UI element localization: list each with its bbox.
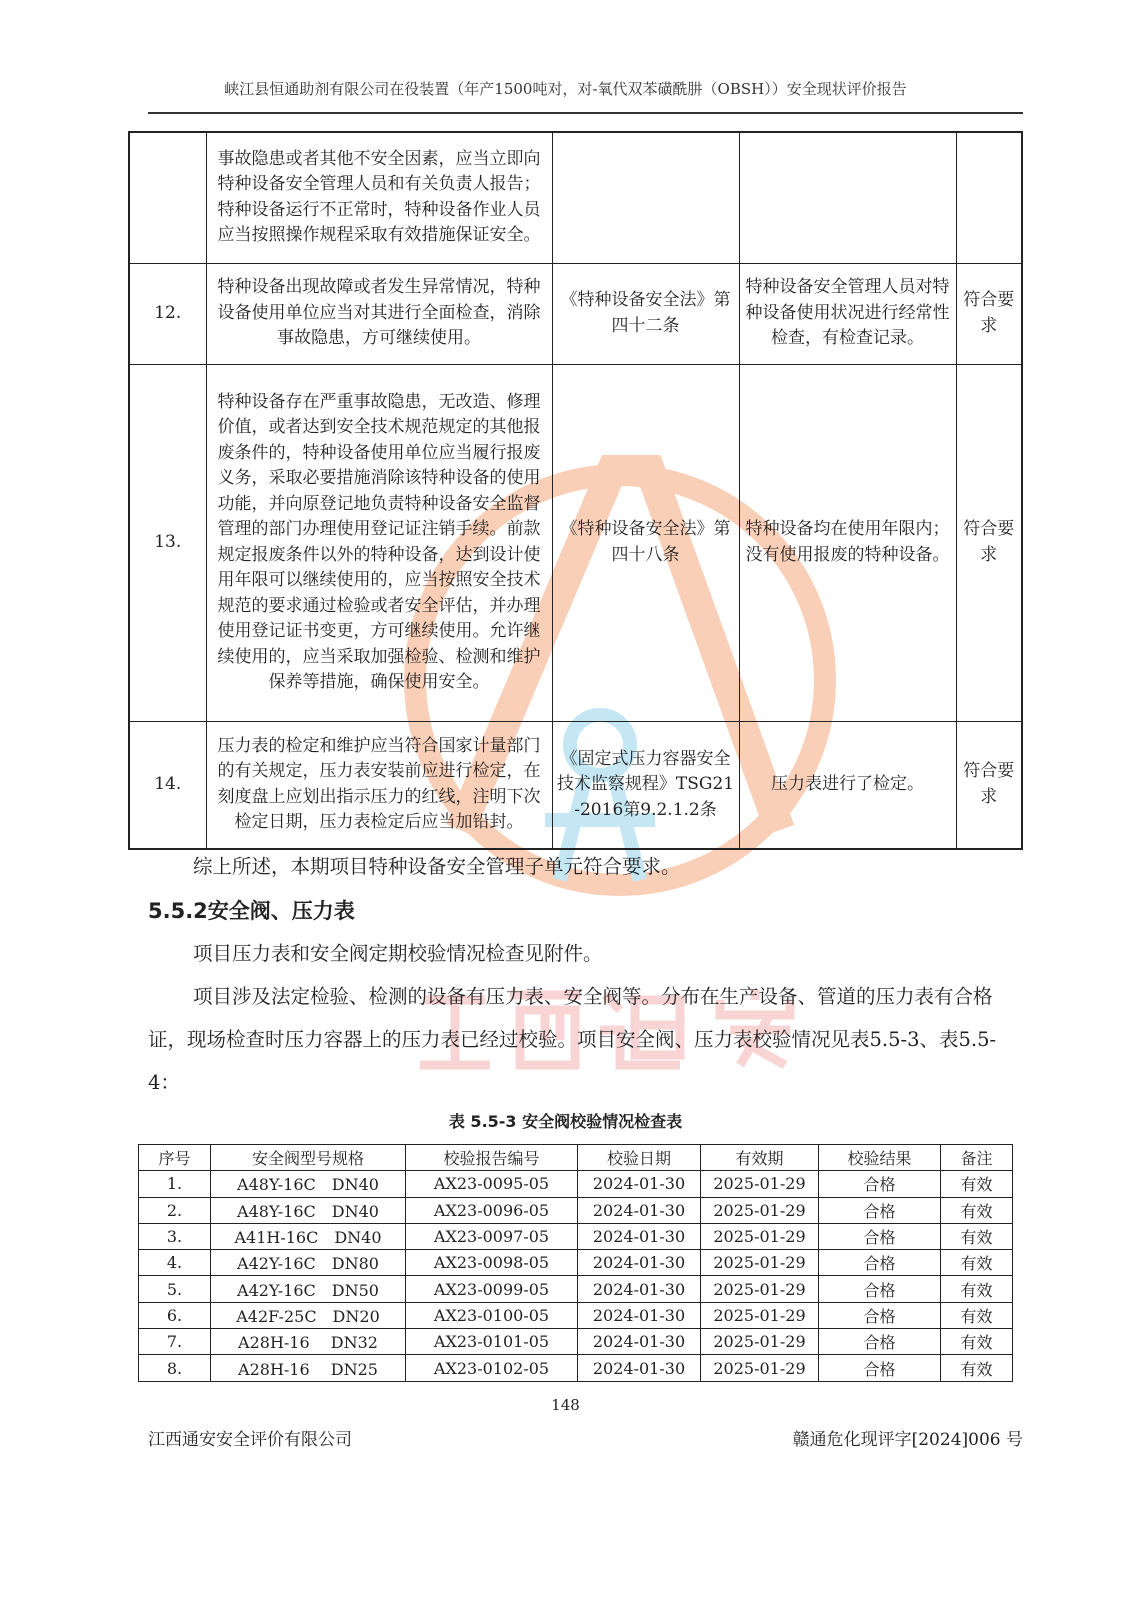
table-cell: A28H-16 DN32 — [211, 1329, 406, 1355]
table-cell: 5. — [139, 1276, 211, 1302]
table-cell: AX23-0102-05 — [406, 1355, 578, 1381]
table-row — [139, 1171, 1013, 1197]
table-cell: 2024-01-30 — [578, 1250, 701, 1276]
table-cell: 2025-01-29 — [701, 1302, 819, 1328]
table-row — [139, 1197, 1013, 1223]
table-cell: 有效 — [941, 1223, 1013, 1249]
cell-result — [956, 132, 1022, 263]
cell-basis: 《固定式压力容器安全技术监察规程》TSG21-2016第9.2.1.2条 — [552, 721, 739, 849]
cell-actual: 压力表进行了检定。 — [739, 721, 956, 849]
table-cell: A28H-16 DN25 — [211, 1355, 406, 1381]
table-cell: A48Y-16C DN40 — [211, 1197, 406, 1223]
table-row — [139, 1223, 1013, 1249]
table-cell: 合格 — [819, 1329, 941, 1355]
table-cell: 合格 — [819, 1250, 941, 1276]
table-cell: AX23-0101-05 — [406, 1329, 578, 1355]
table-cell: A42F-25C DN20 — [211, 1302, 406, 1328]
table-header-row — [139, 1145, 1013, 1171]
table-cell: 合格 — [819, 1223, 941, 1249]
table-cell: 8. — [139, 1355, 211, 1381]
table-cell: 2025-01-29 — [701, 1329, 819, 1355]
cell-content: 压力表的检定和维护应当符合国家计量部门的有关规定，压力表安装前应进行检定，在刻度盘上应划出指示压力的红线，注明下次检定日期，压力表检定后应当加铅封。 — [206, 721, 552, 849]
table-cell: 7. — [139, 1329, 211, 1355]
table-cell: 4. — [139, 1250, 211, 1276]
table-cell: 合格 — [819, 1197, 941, 1223]
column-header: 备注 — [941, 1145, 1013, 1171]
cell-actual — [739, 132, 956, 263]
table-cell: 2024-01-30 — [578, 1276, 701, 1302]
cell-no: 12. — [129, 263, 206, 364]
table-cell: 有效 — [941, 1197, 1013, 1223]
table-cell: 合格 — [819, 1276, 941, 1302]
footer-doc-number: 赣通危化现评字[2024]006 号 — [792, 1429, 1023, 1450]
table-cell: 2024-01-30 — [578, 1355, 701, 1381]
table-cell: 有效 — [941, 1171, 1013, 1197]
cell-actual: 特种设备安全管理人员对特种设备使用状况进行经常性检查，有检查记录。 — [739, 263, 956, 364]
table-row — [129, 263, 1022, 364]
table-cell: AX23-0095-05 — [406, 1171, 578, 1197]
cell-actual: 特种设备均在使用年限内；没有使用报废的特种设备。 — [739, 364, 956, 721]
table-cell: 合格 — [819, 1302, 941, 1328]
table-row — [139, 1276, 1013, 1302]
page-footer — [148, 1428, 1023, 1452]
table-cell: A42Y-16C DN80 — [211, 1250, 406, 1276]
table-cell: A41H-16C DN40 — [211, 1223, 406, 1249]
running-header: 峡江县恒通助剂有限公司在役装置（年产1500吨对，对-氧代双苯磺酰肼（OBSH））安全现状评价报告 — [224, 80, 907, 98]
table-cell: 合格 — [819, 1355, 941, 1381]
cell-content: 特种设备出现故障或者发生异常情况，特种设备使用单位应当对其进行全面检查，消除事故隐患，方可继续使用。 — [206, 263, 552, 364]
table-cell: 2024-01-30 — [578, 1302, 701, 1328]
column-header: 校验日期 — [578, 1145, 701, 1171]
table-cell: 有效 — [941, 1329, 1013, 1355]
table-cell: AX23-0096-05 — [406, 1197, 578, 1223]
table-row — [139, 1355, 1013, 1381]
cell-basis: 《特种设备安全法》第四十八条 — [552, 364, 739, 721]
table-cell: 2025-01-29 — [701, 1355, 819, 1381]
table-cell: AX23-0098-05 — [406, 1250, 578, 1276]
table-row — [139, 1250, 1013, 1276]
table-cell: 2. — [139, 1197, 211, 1223]
table-cell: 2024-01-30 — [578, 1329, 701, 1355]
table-caption: 表 5.5-3 安全阀校验情况检查表 — [448, 1112, 683, 1131]
paragraph: 项目涉及法定检验、检测的设备有压力表、安全阀等。分布在生产设备、管道的压力表有合格证，现场检查时压力容器上的压力表已经过校验。项目安全阀、压力表校验情况见表5.5-3、表5.5-4： — [148, 985, 997, 1094]
table-cell: 合格 — [819, 1171, 941, 1197]
table-cell: A48Y-16C DN40 — [211, 1171, 406, 1197]
safety-valve-table — [138, 1144, 1013, 1382]
table-row — [139, 1302, 1013, 1328]
cell-content: 事故隐患或者其他不安全因素，应当立即向特种设备安全管理人员和有关负责人报告；特种设备运行不正常时，特种设备作业人员应当按照操作规程采取有效措施保证安全。 — [206, 132, 552, 263]
summary-text: 综上所述，本期项目特种设备安全管理子单元符合要求。 — [193, 855, 681, 878]
cell-basis — [552, 132, 739, 263]
table-cell: 2025-01-29 — [701, 1171, 819, 1197]
header-divider — [148, 112, 1023, 114]
column-header: 校验结果 — [819, 1145, 941, 1171]
table-cell: 6. — [139, 1302, 211, 1328]
table-cell: 2024-01-30 — [578, 1197, 701, 1223]
table-cell: 2025-01-29 — [701, 1223, 819, 1249]
table-cell: 2025-01-29 — [701, 1197, 819, 1223]
table-cell: A42Y-16C DN50 — [211, 1276, 406, 1302]
table-row — [139, 1329, 1013, 1355]
cell-no: 14. — [129, 721, 206, 849]
cell-result: 符合要求 — [956, 721, 1022, 849]
table-cell: 2024-01-30 — [578, 1171, 701, 1197]
table-cell: 有效 — [941, 1302, 1013, 1328]
page-body — [128, 131, 1021, 1452]
table-cell: AX23-0100-05 — [406, 1302, 578, 1328]
table-cell: 2024-01-30 — [578, 1223, 701, 1249]
column-header: 序号 — [139, 1145, 211, 1171]
table-cell: 1. — [139, 1171, 211, 1197]
table-cell: 2025-01-29 — [701, 1250, 819, 1276]
cell-no — [129, 132, 206, 263]
cell-no: 13. — [129, 364, 206, 721]
table-cell: 有效 — [941, 1276, 1013, 1302]
page-number: 148 — [551, 1395, 580, 1414]
paragraph: 项目压力表和安全阀定期校验情况检查见附件。 — [193, 942, 603, 965]
cell-result: 符合要求 — [956, 364, 1022, 721]
cell-result: 符合要求 — [956, 263, 1022, 364]
special-equipment-table — [128, 131, 1023, 850]
table-cell: AX23-0097-05 — [406, 1223, 578, 1249]
table-cell: 3. — [139, 1223, 211, 1249]
table-row — [129, 132, 1022, 263]
column-header: 安全阀型号规格 — [211, 1145, 406, 1171]
column-header: 有效期 — [701, 1145, 819, 1171]
cell-basis: 《特种设备安全法》第四十二条 — [552, 263, 739, 364]
footer-company: 江西通安安全评价有限公司 — [148, 1429, 352, 1450]
table-cell: AX23-0099-05 — [406, 1276, 578, 1302]
table-cell: 有效 — [941, 1355, 1013, 1381]
cell-content: 特种设备存在严重事故隐患，无改造、修理价值，或者达到安全技术规范规定的其他报废条件的，特种设备使用单位应当履行报废义务，采取必要措施消除该特种设备的使用功能，并向原登记地负责特种设备安全监督管理的部门办理使用登记证注销手续。前款规定报废条件以外的特种设备，达到设计使用年限可以继续使用的，应当按照安全技术规范的要求通过检验或者安全评估，并办理使用登记证书变更，方可继续使用。允许继续使用的，应当采取加强检验、检测和维护保养等措施，确保使用安全。 — [206, 364, 552, 721]
table-row — [129, 364, 1022, 721]
section-heading: 5.5.2安全阀、压力表 — [148, 899, 355, 923]
column-header: 校验报告编号 — [406, 1145, 578, 1171]
table-row — [129, 721, 1022, 849]
table-cell: 有效 — [941, 1250, 1013, 1276]
table-cell: 2025-01-29 — [701, 1276, 819, 1302]
